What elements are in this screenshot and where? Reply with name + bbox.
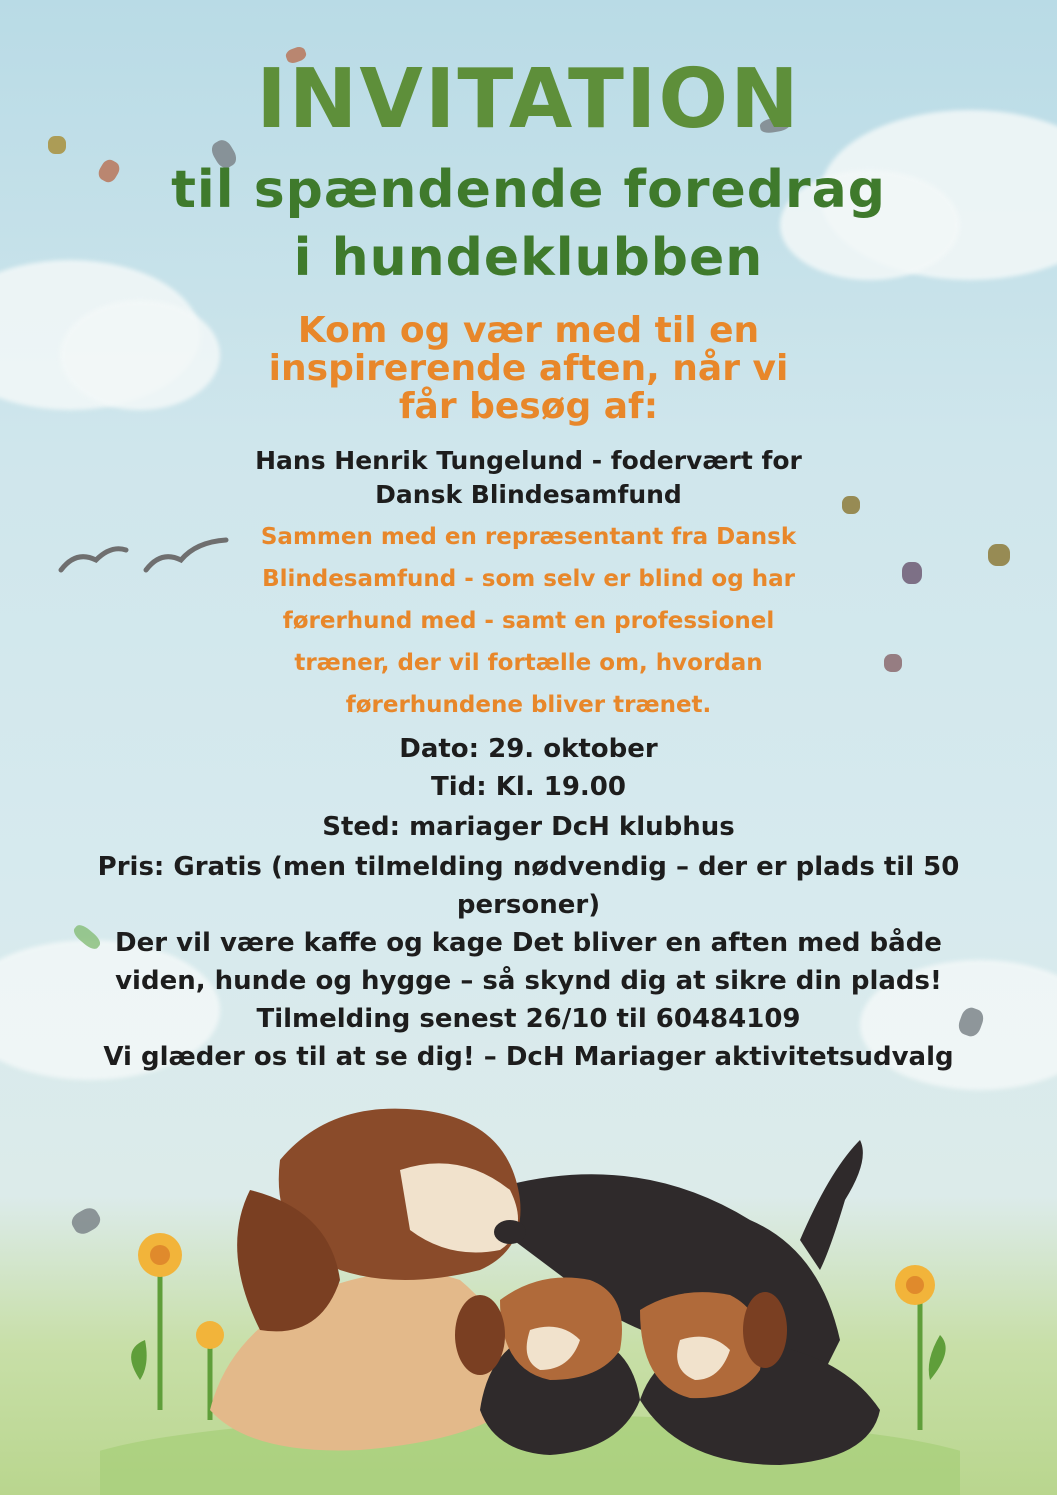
closing-greeting: Vi glæder os til at se dig! – DcH Mariager aktivitetsudvalg — [103, 1042, 954, 1072]
speaker-line: Dansk Blindesamfund — [375, 480, 682, 509]
event-refreshments-continued: viden, hunde og hygge – så skynd dig at sikre din plads! — [115, 966, 942, 996]
description-line: Sammen med en repræsentant fra Dansk — [260, 524, 797, 550]
event-price-continued: personer) — [456, 890, 601, 920]
event-location: Sted: mariager DcH klubhus — [322, 812, 735, 842]
invite-line: får besøg af: — [398, 386, 659, 427]
beagle-dogs-illustration — [100, 1080, 960, 1495]
description-line: førerhund med - samt en professionel — [282, 608, 775, 634]
signup-deadline: Tilmelding senest 26/10 til 60484109 — [256, 1004, 801, 1034]
description-line: førerhundene bliver trænet. — [345, 692, 712, 718]
speaker-line: Hans Henrik Tungelund - fodervært for — [255, 446, 802, 475]
invitation-title: INVITATION — [256, 52, 801, 147]
subtitle-line-1: til spændende foredrag — [171, 160, 886, 220]
description-line: træner, der vil fortælle om, hvordan — [294, 650, 763, 676]
event-time: Tid: Kl. 19.00 — [431, 772, 626, 802]
event-price: Pris: Gratis (men tilmelding nødvendig – der er plads til 50 — [97, 852, 960, 882]
treat-confetti — [68, 1204, 103, 1237]
event-refreshments: Der vil være kaffe og kage Det bliver en aften med både — [115, 928, 942, 958]
description-line: Blindesamfund - som selv er blind og har — [262, 566, 795, 592]
subtitle-line-2: i hundeklubben — [293, 228, 764, 288]
invite-line: Kom og vær med til en — [297, 310, 760, 351]
event-date: Dato: 29. oktober — [399, 734, 658, 764]
invite-line: inspirerende aften, når vi — [268, 348, 789, 389]
